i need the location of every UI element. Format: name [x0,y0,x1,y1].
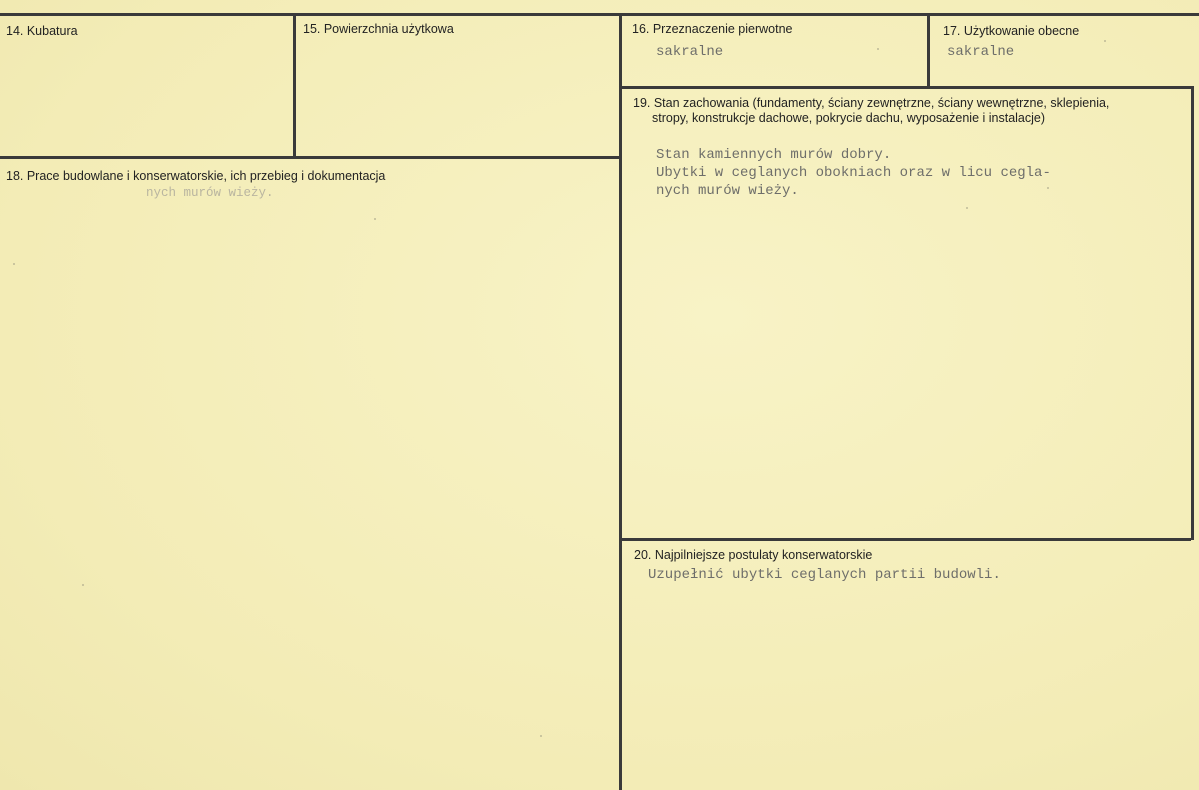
field-14-label: 14. Kubatura [6,24,78,38]
field-17-value: sakralne [947,44,1015,60]
right-edge-rule [1191,86,1194,540]
field-18-bleed-text: nych murów wieży. [146,186,274,200]
field-19-label-line2: stropy, konstrukcje dachowe, pokrycie dachu, wyposażenie i instalacje) [652,111,1046,125]
field-16-value: sakralne [656,44,724,60]
field-19-label-line1: 19. Stan zachowania (fundamenty, ściany zewnętrzne, ściany wewnętrzne, sklepienia, [633,96,1110,110]
rule-above-20 [620,538,1191,541]
field-15-label: 15. Powierzchnia użytkowa [303,22,454,36]
field-19-line-1: Stan kamiennych murów dobry. [656,147,892,163]
paper-speck [82,584,84,586]
paper-speck [374,218,376,220]
field-18-label: 18. Prace budowlane i konserwatorskie, ich przebieg i dokumentacja [6,169,386,183]
field-16-label: 16. Przeznaczenie pierwotne [632,22,793,36]
paper-speck [13,263,15,265]
paper-speck [877,48,879,50]
rule-below-16-17 [620,86,1193,89]
paper-speck [966,207,968,209]
field-17-label: 17. Użytkowanie obecne [943,24,1080,38]
field-20-label: 20. Najpilniejsze postulaty konserwatorskie [634,548,873,562]
divider-16-17 [927,13,930,88]
divider-14-15 [293,13,296,158]
paper-speck [1104,40,1106,42]
top-rule [0,13,1199,16]
field-20-value: Uzupełnić ubytki ceglanych partii budowli. [648,567,1001,583]
field-19-line-2: Ubytki w ceglanych obokniach oraz w licu cegla- [656,165,1051,181]
field-19-line-3: nych murów wieży. [656,183,799,199]
rule-below-14-15 [0,156,622,159]
paper-speck [540,735,542,737]
paper-speck [1047,187,1049,189]
divider-main [619,13,622,790]
